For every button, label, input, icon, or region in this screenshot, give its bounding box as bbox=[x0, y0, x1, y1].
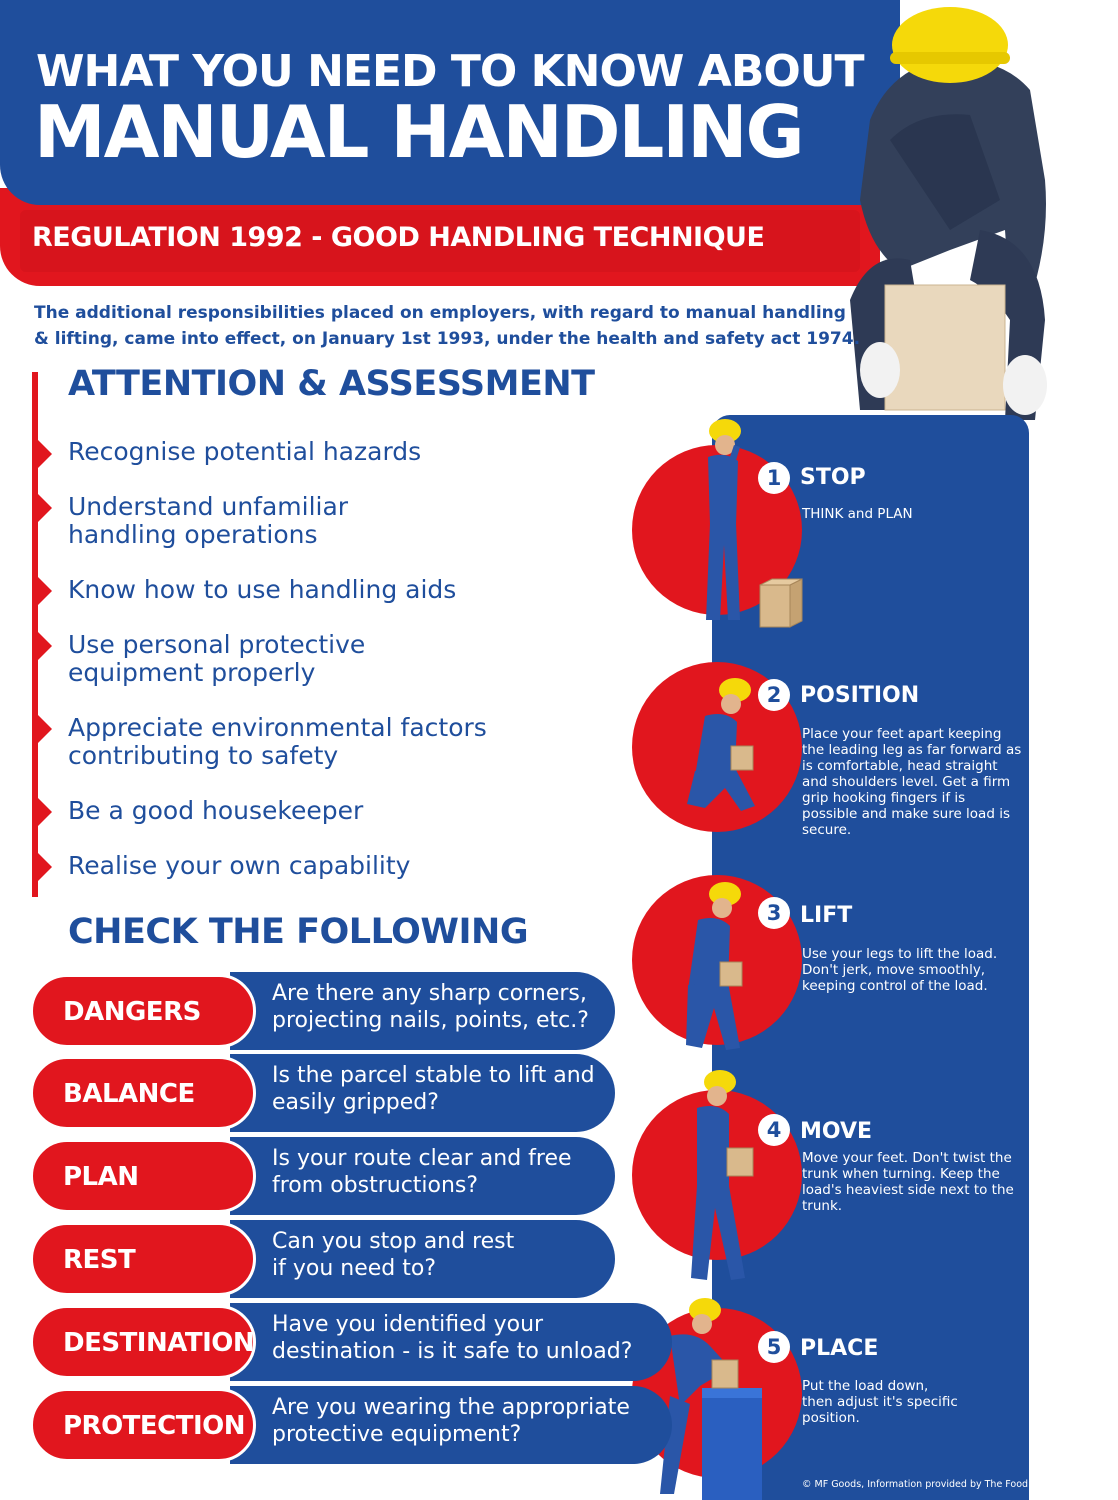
arrow-icon bbox=[38, 632, 52, 660]
worker-lifting-figure bbox=[670, 880, 770, 1055]
step-3-title: LIFT bbox=[800, 903, 853, 928]
title-line-2: MANUAL HANDLING bbox=[34, 90, 803, 174]
check-row-label: PLAN bbox=[63, 1162, 139, 1192]
check-row-label: DANGERS bbox=[63, 997, 201, 1027]
attention-item: Realise your own capability bbox=[68, 851, 411, 880]
check-row-text: Can you stop and rest if you need to? bbox=[272, 1229, 515, 1281]
attention-item: Use personal protective equipment properly bbox=[68, 630, 366, 687]
intro-paragraph: The additional responsibilities placed on employers, with regard to manual handling & lifting, came into effect, on January 1st 1993, under the health and safety act 1974. bbox=[34, 303, 861, 350]
arrow-icon bbox=[38, 715, 52, 743]
subtitle: REGULATION 1992 - GOOD HANDLING TECHNIQUE bbox=[32, 222, 765, 253]
check-row-text: Is the parcel stable to lift and easily gripped? bbox=[272, 1063, 595, 1115]
check-title: CHECK THE FOLLOWING bbox=[68, 912, 529, 952]
step-1-text: THINK and PLAN bbox=[802, 506, 913, 522]
step-2-number: 2 bbox=[758, 679, 790, 711]
step-5-text: Put the load down, then adjust it's specific position. bbox=[802, 1378, 958, 1426]
step-3-number: 3 bbox=[758, 897, 790, 929]
check-row-label: REST bbox=[63, 1245, 136, 1275]
check-row-pill bbox=[30, 1388, 256, 1462]
box-icon bbox=[758, 577, 806, 629]
step-1-title: STOP bbox=[800, 465, 866, 490]
attention-item: Appreciate environmental factors contributing to safety bbox=[68, 713, 487, 770]
arrow-icon bbox=[38, 440, 52, 468]
attention-item: Understand unfamiliar handling operations bbox=[68, 492, 349, 549]
check-row-pill bbox=[30, 1305, 256, 1379]
title-line-1: WHAT YOU NEED TO KNOW ABOUT bbox=[36, 46, 864, 97]
step-4-text: Move your feet. Don't twist the trunk when turning. Keep the load's heaviest side next to the trunk. bbox=[802, 1150, 1014, 1214]
check-row-label: BALANCE bbox=[63, 1079, 195, 1109]
arrow-icon bbox=[38, 853, 52, 881]
step-5-title: PLACE bbox=[800, 1336, 879, 1361]
check-row-label: DESTINATION bbox=[63, 1328, 255, 1358]
worker-walking-figure bbox=[675, 1068, 770, 1283]
check-row-pill bbox=[30, 974, 256, 1048]
credit-line: © MF Goods, Information provided by The Food Standards Agency bbox=[802, 1479, 1118, 1490]
step-4-number: 4 bbox=[758, 1114, 790, 1146]
arrow-icon bbox=[38, 798, 52, 826]
arrow-icon bbox=[38, 494, 52, 522]
check-row-pill bbox=[30, 1139, 256, 1213]
step-4-title: MOVE bbox=[800, 1119, 873, 1144]
check-row-pill bbox=[30, 1056, 256, 1130]
step-2-text: Place your feet apart keeping the leading leg as far forward as is comfortable, head straight and shoulders level. Get a firm grip hooking fingers if is possible and make sure load is secure. bbox=[802, 726, 1022, 838]
check-row-text: Have you identified your destination - is it safe to unload? bbox=[272, 1312, 633, 1364]
attention-item: Be a good housekeeper bbox=[68, 796, 364, 825]
check-row-label: PROTECTION bbox=[63, 1411, 246, 1441]
attention-item: Recognise potential hazards bbox=[68, 437, 422, 466]
worker-standing-figure bbox=[670, 415, 760, 630]
worker-lifting-box-illustration bbox=[830, 0, 1061, 430]
check-row-pill bbox=[30, 1222, 256, 1296]
check-row-text: Are you wearing the appropriate protective equipment? bbox=[272, 1395, 630, 1447]
attention-title: ATTENTION & ASSESSMENT bbox=[68, 364, 595, 404]
step-1-number: 1 bbox=[758, 462, 790, 494]
check-row-text: Is your route clear and free from obstructions? bbox=[272, 1146, 572, 1198]
step-3-text: Use your legs to lift the load. Don't jerk, move smoothly, keeping control of the load. bbox=[802, 946, 998, 994]
attention-item: Know how to use handling aids bbox=[68, 575, 457, 604]
arrow-icon bbox=[38, 577, 52, 605]
step-5-number: 5 bbox=[758, 1331, 790, 1363]
check-row-text: Are there any sharp corners, projecting nails, points, etc.? bbox=[272, 981, 589, 1033]
step-2-title: POSITION bbox=[800, 683, 920, 708]
